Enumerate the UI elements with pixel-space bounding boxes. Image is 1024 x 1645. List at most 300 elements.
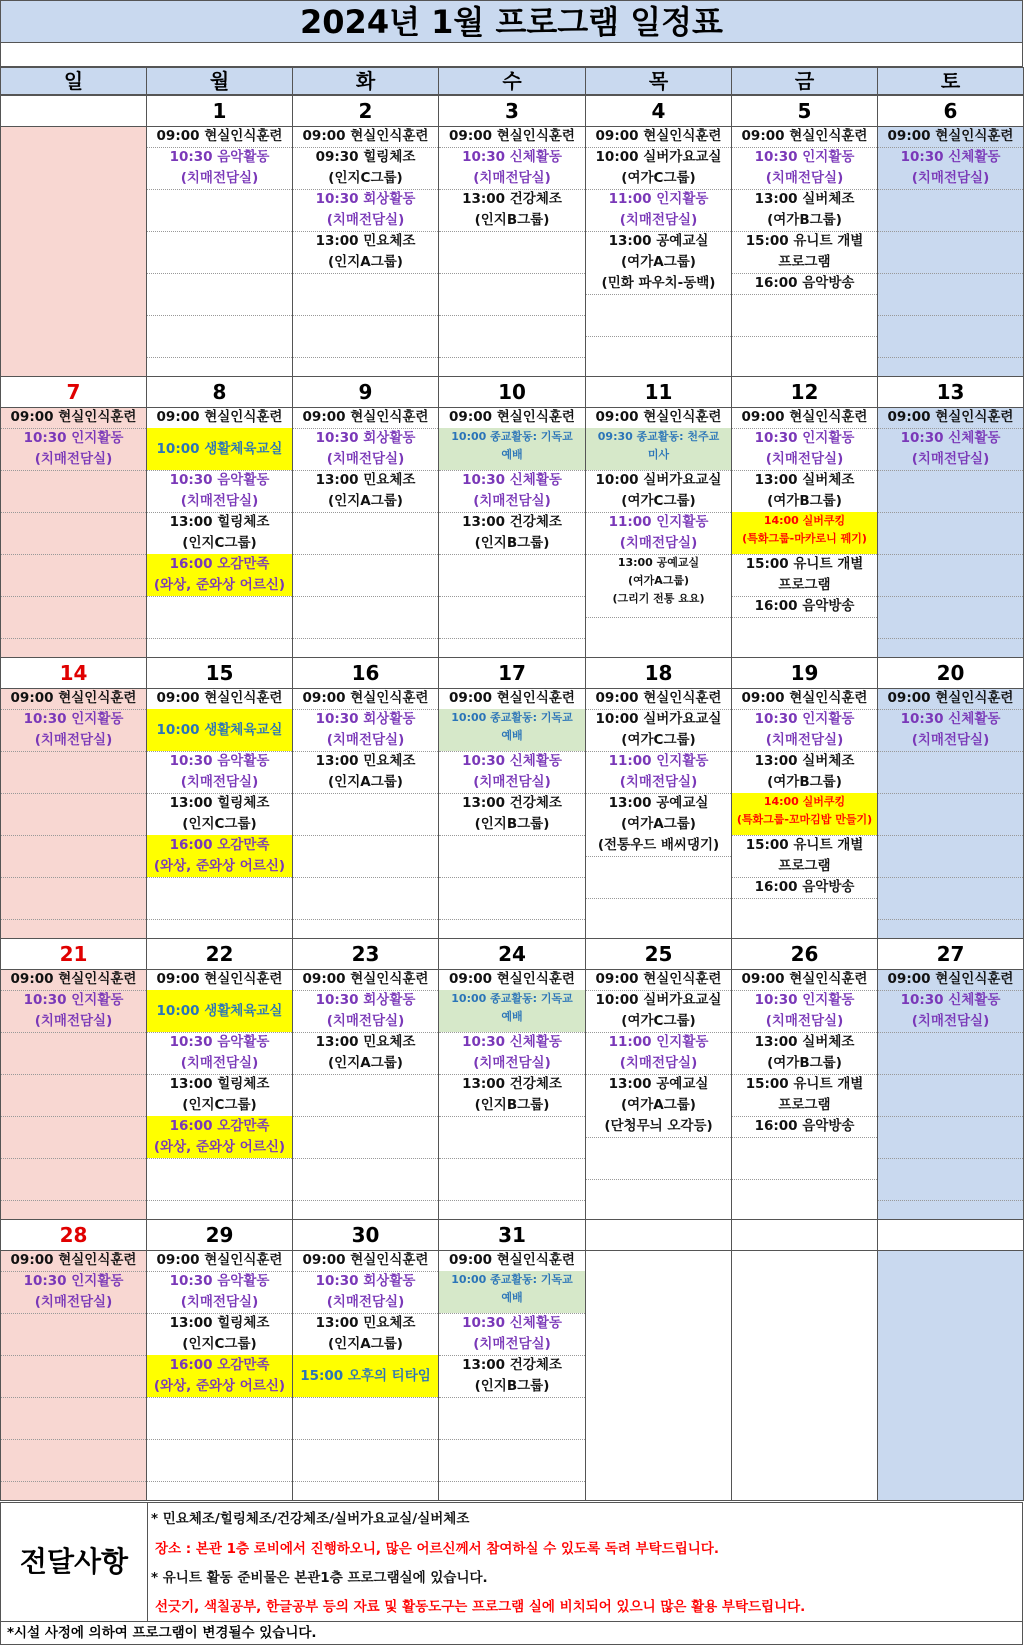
program-text: 09:00 현실인식훈련	[449, 971, 575, 987]
program-entry	[586, 147, 731, 189]
program-text: (여가C그룹)	[621, 732, 696, 748]
program-text: 09:00 현실인식훈련	[302, 1252, 429, 1268]
entry-divider	[878, 1200, 1023, 1201]
entry-divider	[147, 231, 292, 232]
program-entry	[147, 407, 292, 428]
program-text: 09:00 현실인식훈련	[10, 409, 137, 425]
entry-divider	[878, 470, 1023, 471]
program-text: 예배	[501, 1010, 523, 1023]
program-entry	[878, 688, 1023, 709]
program-text: 15:00 유니트 개별	[745, 556, 864, 572]
title-spacer-row	[0, 43, 1023, 67]
program-entry	[147, 835, 292, 877]
entry-divider	[293, 919, 438, 920]
program-text: 09:00 현실인식훈련	[887, 409, 1014, 425]
entry-divider	[878, 512, 1023, 513]
program-entry	[732, 990, 877, 1032]
program-text: (치매전담실)	[911, 170, 990, 186]
entry-divider	[732, 336, 877, 337]
program-entry	[586, 793, 731, 856]
program-entry	[586, 751, 731, 793]
program-text: (여가B그룹)	[767, 212, 842, 228]
program-text: 10:30 인지활동	[754, 149, 855, 165]
program-text: (치매전담실)	[180, 170, 259, 186]
entry-divider	[732, 617, 877, 618]
program-entry	[732, 554, 877, 596]
program-text: (치매전담실)	[765, 170, 844, 186]
weekday-header: 수	[438, 67, 586, 95]
program-text: (치매전담실)	[473, 1055, 551, 1071]
program-text: 10:30 인지활동	[23, 1273, 124, 1289]
page-title: 2024년 1월 프로그램 일정표	[0, 0, 1023, 43]
program-text: 10:30 신체활동	[462, 1034, 562, 1050]
entry-divider	[293, 1397, 438, 1398]
day-number: 25	[586, 939, 731, 970]
program-text: (치매전담실)	[180, 774, 259, 790]
program-text: 10:30 인지활동	[754, 711, 855, 727]
entry-divider	[293, 273, 438, 274]
program-text: 13:00 힐링체조	[169, 1315, 270, 1331]
program-entry	[878, 428, 1023, 470]
day-number: 16	[293, 658, 438, 689]
program-entry	[439, 1032, 585, 1074]
program-text: 10:30 음악활동	[169, 472, 270, 488]
program-entry	[732, 470, 877, 512]
program-text: 09:00 현실인식훈련	[449, 690, 575, 706]
day-number: 5	[732, 96, 877, 127]
day-number: 11	[586, 377, 731, 408]
program-text: 09:00 현실인식훈련	[887, 128, 1014, 144]
program-text: 09:30 종교활동: 천주교	[597, 430, 720, 443]
program-entry	[147, 147, 292, 189]
program-text: 09:00 현실인식훈련	[595, 971, 722, 987]
program-entry	[732, 512, 877, 554]
entry-divider	[1, 835, 146, 836]
day-number: 8	[147, 377, 292, 408]
entry-divider	[878, 877, 1023, 878]
day-number: 30	[293, 1220, 438, 1251]
program-text: 15:00 유니트 개별	[745, 837, 864, 853]
program-text: 13:00 실버체조	[754, 1034, 855, 1050]
program-text: 13:00 민요체조	[315, 233, 416, 249]
entry-divider	[732, 898, 877, 899]
day-number: 24	[439, 939, 585, 970]
entry-divider	[1, 1074, 146, 1075]
entry-divider	[293, 1439, 438, 1440]
program-text: 10:30 음악활동	[169, 149, 270, 165]
entry-divider	[586, 856, 731, 857]
entry-divider	[878, 189, 1023, 190]
program-entry	[293, 709, 438, 751]
note-line: 장소 : 본관 1층 로비에서 진행하오니, 많은 어르신께서 참여하실 수 있도록 독려 부탁드립니다.	[155, 1541, 719, 1557]
day-cell	[146, 657, 293, 939]
program-entry	[586, 1074, 731, 1137]
note-line: * 유니트 활동 준비물은 본관1층 프로그램실에 있습니다.	[151, 1570, 488, 1586]
program-text: (인지C그룹)	[182, 816, 257, 832]
entry-divider	[1, 1397, 146, 1398]
program-entry	[293, 126, 438, 147]
entry-divider	[293, 793, 438, 794]
program-text: 10:30 인지활동	[23, 711, 124, 727]
entry-divider	[293, 1116, 438, 1117]
entry-divider	[878, 357, 1023, 358]
program-entry	[147, 1271, 292, 1313]
program-entry	[147, 709, 292, 751]
day-cell	[146, 938, 293, 1220]
program-text: 09:00 현실인식훈련	[887, 690, 1014, 706]
program-text: 16:00 오감만족	[169, 837, 270, 853]
day-cell	[438, 1219, 586, 1501]
entry-divider	[1, 512, 146, 513]
program-entry	[439, 990, 585, 1032]
program-text: (여가A그룹)	[621, 816, 696, 832]
program-entry	[586, 554, 731, 617]
program-entry	[293, 470, 438, 512]
entry-divider	[293, 1200, 438, 1201]
program-entry	[732, 231, 877, 273]
entry-divider	[293, 835, 438, 836]
program-entry	[147, 428, 292, 470]
program-text: (전통우드 배씨댕기)	[597, 837, 720, 853]
entry-divider	[878, 1074, 1023, 1075]
program-entry	[732, 751, 877, 793]
entry-divider	[878, 315, 1023, 316]
program-text: 14:00 실버쿠킹	[763, 514, 846, 527]
program-text: 16:00 오감만족	[169, 1118, 270, 1134]
program-entry	[732, 688, 877, 709]
day-cell	[146, 95, 293, 377]
program-text: (치매전담실)	[180, 1055, 259, 1071]
day-cell	[731, 1219, 878, 1501]
program-entry	[878, 969, 1023, 990]
program-text: 09:00 현실인식훈련	[449, 409, 575, 425]
program-text: 13:00 공예교실	[617, 556, 700, 569]
day-number: 19	[732, 658, 877, 689]
day-cell	[877, 657, 1024, 939]
day-cell	[585, 938, 732, 1220]
weekday-header: 일	[0, 67, 147, 95]
day-number: 18	[586, 658, 731, 689]
program-text: 10:30 인지활동	[754, 430, 855, 446]
program-entry	[439, 793, 585, 835]
program-entry	[586, 189, 731, 231]
entry-divider	[878, 1116, 1023, 1117]
program-entry	[1, 990, 146, 1032]
program-text: 09:00 현실인식훈련	[10, 1252, 137, 1268]
program-text: (치매전담실)	[619, 774, 698, 790]
day-cell	[585, 657, 732, 939]
day-number: 27	[878, 939, 1023, 970]
day-cell	[877, 95, 1024, 377]
program-text: 13:00 공예교실	[608, 795, 709, 811]
program-text: 10:00 실버가요교실	[595, 711, 722, 727]
program-text: (여가C그룹)	[621, 493, 696, 509]
program-entry	[147, 554, 292, 596]
day-number	[1, 96, 146, 127]
program-entry	[732, 126, 877, 147]
entry-divider	[147, 315, 292, 316]
program-entry	[293, 147, 438, 189]
program-text: (인지C그룹)	[328, 170, 403, 186]
program-entry	[293, 969, 438, 990]
program-entry	[147, 512, 292, 554]
program-text: 10:30 인지활동	[23, 992, 124, 1008]
day-cell	[146, 376, 293, 658]
program-entry	[878, 147, 1023, 189]
day-number: 10	[439, 377, 585, 408]
entry-divider	[439, 919, 585, 920]
day-cell	[0, 1219, 147, 1501]
entry-divider	[1, 1481, 146, 1482]
program-text: 14:00 실버쿠킹	[763, 795, 846, 808]
program-text: (치매전담실)	[326, 1294, 405, 1310]
program-text: 10:30 인지활동	[23, 430, 124, 446]
program-entry	[147, 1250, 292, 1271]
program-text: 16:00 오감만족	[169, 556, 270, 572]
entry-divider	[293, 315, 438, 316]
program-text: (여가B그룹)	[767, 493, 842, 509]
entry-divider	[147, 919, 292, 920]
program-entry	[1, 709, 146, 751]
program-text: 16:00 오감만족	[169, 1357, 270, 1373]
program-text: (치매전담실)	[473, 170, 551, 186]
program-text: 10:00 실버가요교실	[595, 149, 722, 165]
program-text: (여가C그룹)	[621, 1013, 696, 1029]
program-text: 미사	[647, 448, 670, 461]
entry-divider	[1, 596, 146, 597]
entry-divider	[878, 835, 1023, 836]
program-text: 10:30 회상활동	[315, 711, 416, 727]
entry-divider	[147, 1200, 292, 1201]
program-text: (치매전담실)	[473, 774, 551, 790]
program-text: 10:00 실버가요교실	[595, 472, 722, 488]
entry-divider	[1, 1116, 146, 1117]
program-text: 09:00 현실인식훈련	[595, 409, 722, 425]
program-text: 10:30 신체활동	[900, 992, 1001, 1008]
program-text: 09:00 현실인식훈련	[741, 971, 868, 987]
entry-divider	[147, 638, 292, 639]
program-text: (특화그룹-마카로니 꿰기)	[742, 532, 867, 545]
program-entry	[878, 709, 1023, 751]
program-text: 09:00 현실인식훈련	[10, 690, 137, 706]
entry-divider	[1, 1032, 146, 1033]
program-text: (치매전담실)	[34, 451, 113, 467]
entry-divider	[586, 617, 731, 618]
program-text: (치매전담실)	[473, 1336, 551, 1352]
day-number: 22	[147, 939, 292, 970]
entry-divider	[293, 512, 438, 513]
program-text: (여가A그룹)	[621, 254, 696, 270]
program-entry	[439, 428, 585, 470]
day-number: 26	[732, 939, 877, 970]
entry-divider	[439, 877, 585, 878]
program-text: 09:00 현실인식훈련	[302, 690, 429, 706]
entry-divider	[439, 554, 585, 555]
entry-divider	[878, 231, 1023, 232]
weekday-header: 화	[292, 67, 439, 95]
program-entry	[147, 688, 292, 709]
program-entry	[439, 147, 585, 189]
program-text: (인지B그룹)	[474, 1378, 550, 1394]
entry-divider	[586, 294, 731, 295]
program-entry	[732, 147, 877, 189]
program-text: (치매전담실)	[911, 1013, 990, 1029]
entry-divider	[878, 1032, 1023, 1033]
day-number: 23	[293, 939, 438, 970]
program-entry	[293, 990, 438, 1032]
program-text: 16:00 음악방송	[754, 1118, 855, 1134]
entry-divider	[439, 835, 585, 836]
entry-divider	[1, 1313, 146, 1314]
program-text: (여가B그룹)	[767, 1055, 842, 1071]
program-text: 09:00 현실인식훈련	[449, 128, 575, 144]
program-entry	[293, 407, 438, 428]
program-text: (치매전담실)	[34, 732, 113, 748]
program-text: 09:00 현실인식훈련	[302, 128, 429, 144]
program-text: 10:00 생활체육교실	[156, 1002, 283, 1019]
program-entry	[586, 969, 731, 990]
entry-divider	[147, 877, 292, 878]
program-text: (치매전담실)	[180, 1294, 259, 1310]
program-entry	[732, 835, 877, 877]
day-cell	[585, 95, 732, 377]
notes-section	[0, 1502, 1023, 1622]
program-entry	[732, 1032, 877, 1074]
entry-divider	[1, 638, 146, 639]
day-cell	[438, 376, 586, 658]
entry-divider	[147, 1439, 292, 1440]
program-entry	[586, 407, 731, 428]
program-text: 예배	[501, 729, 523, 742]
entry-divider	[439, 315, 585, 316]
entry-divider	[439, 1481, 585, 1482]
day-cell	[438, 95, 586, 377]
program-text: (인지A그룹)	[328, 254, 403, 270]
program-text: (치매전담실)	[619, 535, 698, 551]
program-entry	[439, 407, 585, 428]
program-text: (치매전담실)	[34, 1013, 113, 1029]
program-entry	[586, 231, 731, 294]
program-entry	[439, 189, 585, 231]
program-entry	[439, 1250, 585, 1271]
entry-divider	[147, 273, 292, 274]
program-text: (그리기 전통 요요)	[612, 592, 705, 605]
program-text: (치매전담실)	[180, 493, 259, 509]
program-text: (치매전담실)	[765, 1013, 844, 1029]
program-entry	[1, 969, 146, 990]
entry-divider	[293, 357, 438, 358]
program-entry	[439, 751, 585, 793]
program-text: (와상, 준와상 어르신)	[153, 1139, 286, 1155]
program-text: 15:00 오후의 티타임	[300, 1367, 431, 1384]
program-text: 10:00 종교활동: 기독교	[451, 711, 573, 724]
program-text: 예배	[501, 1291, 523, 1304]
day-number: 3	[439, 96, 585, 127]
day-cell	[292, 95, 439, 377]
entry-divider	[1, 554, 146, 555]
program-text: 10:30 신체활동	[462, 1315, 562, 1331]
entry-divider	[878, 751, 1023, 752]
entry-divider	[147, 596, 292, 597]
program-text: 09:00 현실인식훈련	[741, 409, 868, 425]
program-entry	[293, 688, 438, 709]
program-text: (치매전담실)	[326, 1013, 405, 1029]
entry-divider	[439, 357, 585, 358]
program-entry	[439, 969, 585, 990]
day-cell	[292, 938, 439, 1220]
entry-divider	[878, 554, 1023, 555]
program-text: 10:30 회상활동	[315, 992, 416, 1008]
entry-divider	[878, 638, 1023, 639]
program-entry	[586, 709, 731, 751]
program-text: 10:30 인지활동	[754, 992, 855, 1008]
day-cell	[292, 1219, 439, 1501]
entry-divider	[878, 273, 1023, 274]
program-text: 09:00 현실인식훈련	[741, 690, 868, 706]
notes-label: 전달사항	[1, 1503, 148, 1621]
program-text: (인지A그룹)	[328, 493, 403, 509]
program-text: 10:30 음악활동	[169, 753, 270, 769]
weekday-header: 목	[585, 67, 732, 95]
program-text: 10:00 종교활동: 기독교	[451, 430, 573, 443]
program-entry	[293, 231, 438, 273]
entry-divider	[878, 1158, 1023, 1159]
program-text: (인지C그룹)	[182, 1097, 257, 1113]
program-entry	[1, 407, 146, 428]
program-text: (치매전담실)	[765, 732, 844, 748]
program-text: 10:30 회상활동	[315, 191, 416, 207]
program-entry	[293, 428, 438, 470]
program-entry	[147, 470, 292, 512]
entry-divider	[439, 1397, 585, 1398]
program-text: 13:00 건강체조	[462, 191, 562, 207]
program-entry	[147, 990, 292, 1032]
program-text: (인지B그룹)	[474, 535, 550, 551]
program-entry	[732, 1074, 877, 1116]
program-text: 13:00 실버체조	[754, 191, 855, 207]
program-entry	[1, 688, 146, 709]
day-number: 12	[732, 377, 877, 408]
program-text: 10:30 신체활동	[462, 753, 562, 769]
program-entry	[878, 407, 1023, 428]
program-text: (여가B그룹)	[767, 774, 842, 790]
program-entry	[293, 751, 438, 793]
program-entry	[732, 1116, 877, 1137]
program-entry	[293, 1250, 438, 1271]
program-entry	[732, 793, 877, 835]
program-entry	[586, 470, 731, 512]
program-entry	[732, 428, 877, 470]
program-entry	[293, 1355, 438, 1397]
program-entry	[293, 189, 438, 231]
program-text: 프로그램	[778, 858, 831, 874]
program-text: (인지B그룹)	[474, 1097, 550, 1113]
program-text: (여가C그룹)	[621, 170, 696, 186]
day-cell	[438, 938, 586, 1220]
program-text: 09:00 현실인식훈련	[156, 128, 283, 144]
program-text: 09:00 현실인식훈련	[887, 971, 1014, 987]
program-text: 13:00 공예교실	[608, 1076, 709, 1092]
entry-divider	[439, 1158, 585, 1159]
program-text: 13:00 공예교실	[608, 233, 709, 249]
entry-divider	[147, 1158, 292, 1159]
program-text: (치매전담실)	[619, 1055, 698, 1071]
program-entry	[439, 1074, 585, 1116]
program-text: 10:30 신체활동	[900, 711, 1001, 727]
program-text: 10:30 신체활동	[462, 149, 562, 165]
entry-divider	[878, 793, 1023, 794]
program-text: (치매전담실)	[911, 451, 990, 467]
